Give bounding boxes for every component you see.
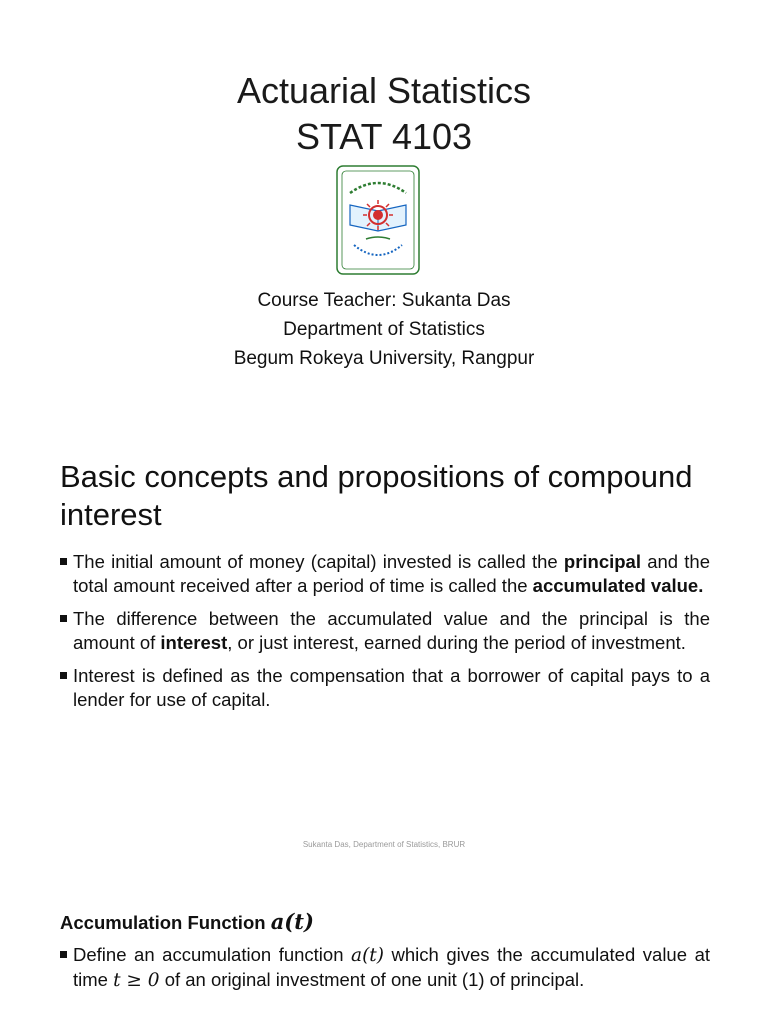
section-heading-line-1: Basic concepts and propositions of compound: [60, 459, 693, 494]
section-heading-line-2: interest: [60, 497, 162, 532]
university-seal-icon: [336, 165, 420, 275]
course-teacher: Course Teacher: Sukanta Das: [257, 290, 511, 311]
list-item: Interest is defined as the compensation that a borrower of capital pays to a lender for use of capital.: [60, 664, 710, 712]
concept-list: [60, 550, 710, 721]
accumulation-heading: Accumulation Function a(t): [60, 909, 314, 934]
course-info: [0, 286, 768, 373]
department: Department of Statistics: [283, 319, 485, 340]
list-item: The initial amount of money (capital) invested is called the principal and the total amount received after a period of time is called the accumulated value.: [60, 550, 710, 598]
slide-footer: Sukanta Das, Department of Statistics, BRUR: [302, 840, 466, 849]
university: Begum Rokeya University, Rangpur: [233, 348, 535, 369]
list-item: The difference between the accumulated value and the principal is the amount of interest, or just interest, earned during the period of investment.: [60, 607, 710, 655]
accumulation-list: [60, 943, 710, 1002]
list-item: Define an accumulation function a(t) which gives the accumulated value at time t ≥ 0 of an original investment of one unit (1) of principal.: [60, 943, 710, 993]
slide-title: [0, 68, 768, 160]
title-line-1: Actuarial Statistics: [236, 70, 532, 111]
title-line-2: STAT 4103: [295, 116, 473, 157]
section-heading: [60, 458, 720, 534]
